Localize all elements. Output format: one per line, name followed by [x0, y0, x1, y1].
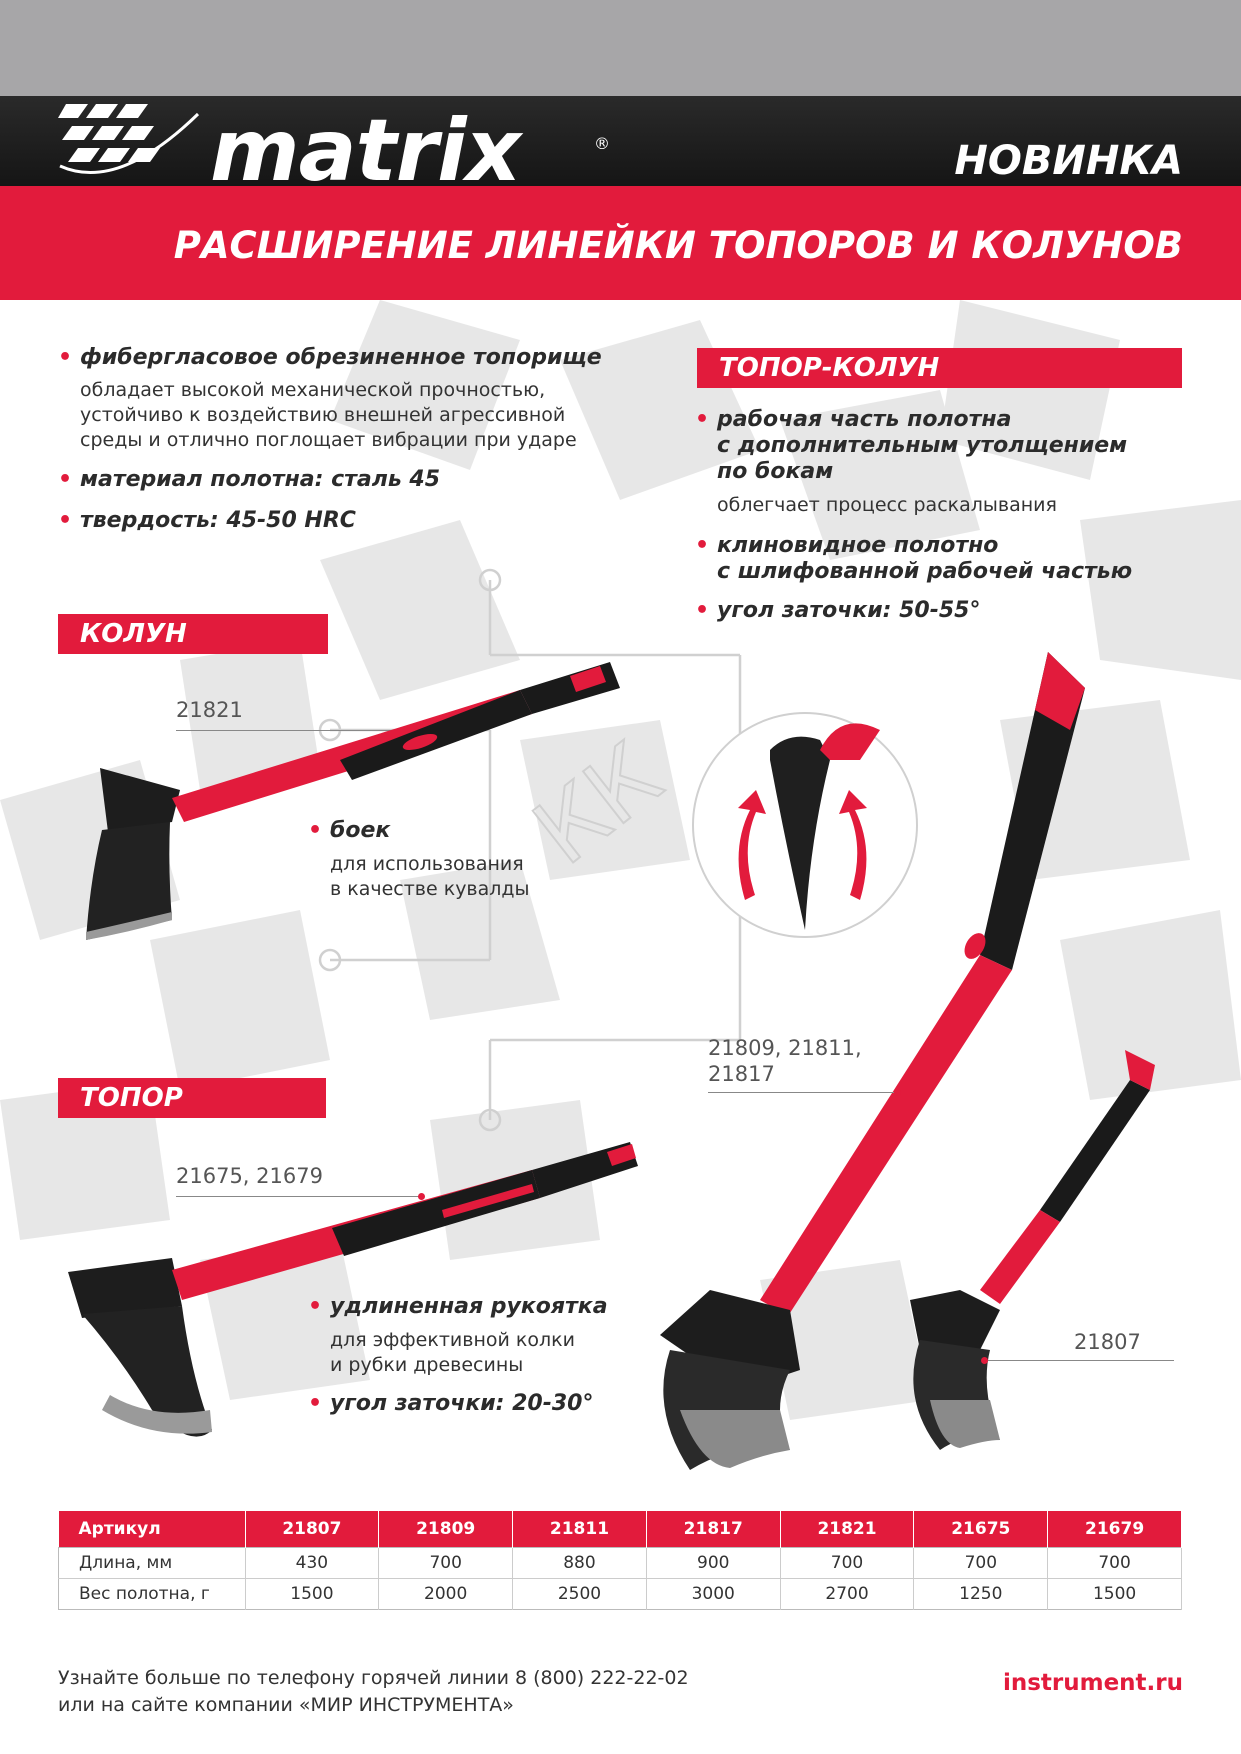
kolun-bullet-line-2: в качестве кувалды [330, 878, 530, 900]
page-headline: РАСШИРЕНИЕ ЛИНЕЙКИ ТОПОРОВ И КОЛУНОВ [173, 224, 1183, 267]
feature-fiberglass-line-1: обладает высокой механической прочностью, [80, 379, 546, 401]
spec-cell: 2700 [780, 1579, 914, 1610]
topor-bullet-handle-line-2: и рубки древесины [330, 1354, 524, 1376]
section-label-topor: ТОПОР [58, 1078, 326, 1118]
spec-cell: 1500 [1048, 1579, 1182, 1610]
code-21807: 21807 [1074, 1330, 1141, 1354]
spec-cell: 2000 [379, 1579, 513, 1610]
tk-bullet-1-sub: облегчает процесс раскалывания [717, 494, 1057, 516]
spec-header-label: Артикул [59, 1511, 246, 1548]
spec-header-cell: 21807 [245, 1511, 379, 1548]
code-21809-leader [708, 1092, 898, 1093]
tk-bullet-2-line-2: с шлифованной рабочей частью [717, 559, 1133, 584]
tk-bullet-3: • угол заточки: 50-55° [717, 598, 980, 624]
footer-line-1: Узнайте больше по телефону горячей линии 8 (800) 222-22-02 [58, 1667, 689, 1689]
topor-bullet-handle: • удлиненная рукоятка [330, 1294, 608, 1320]
brand-logo-text: matrix [210, 101, 521, 201]
code-21809-line-1: 21809, 21811, [708, 1036, 862, 1060]
spec-table-header-row [59, 1511, 1182, 1548]
spec-header-cell: 21809 [379, 1511, 513, 1548]
feature-steel: • материал полотна: сталь 45 [80, 467, 440, 493]
spec-cell: 700 [379, 1548, 513, 1579]
new-badge: НОВИНКА [954, 138, 1183, 184]
registered-mark: ® [594, 134, 610, 153]
feature-fiberglass-line-3: среды и отлично поглощает вибрации при ударе [80, 429, 577, 451]
spec-row-label: Вес полотна, г [59, 1579, 246, 1610]
kolun-21821-image [80, 650, 640, 950]
spec-table [58, 1511, 1182, 1610]
spec-row-label: Длина, мм [59, 1548, 246, 1579]
feature-fiberglass-title: • фибергласовое обрезиненное топорище [80, 345, 602, 371]
spec-header-cell: 21675 [914, 1511, 1048, 1548]
feature-fiberglass-line-2: устойчиво к воздействию внешней агрессивной [80, 404, 566, 426]
table-row [59, 1579, 1182, 1610]
spec-header-cell: 21679 [1048, 1511, 1182, 1548]
tk-bullet-1-line-1: • рабочая часть полотна [717, 407, 1011, 433]
tk-bullet-1-line-2: с дополнительным утолщением [717, 433, 1128, 458]
topor-bullet-handle-line-1: для эффективной колки [330, 1329, 575, 1351]
spec-cell: 2500 [513, 1579, 647, 1610]
code-21807-leader [984, 1360, 1174, 1361]
spec-cell: 1500 [245, 1579, 379, 1610]
spec-cell: 880 [513, 1548, 647, 1579]
spec-cell: 3000 [646, 1579, 780, 1610]
spec-cell: 900 [646, 1548, 780, 1579]
section-label-topor-kolun: ТОПОР-КОЛУН [697, 348, 1182, 388]
spec-header-cell: 21821 [780, 1511, 914, 1548]
kolun-bullet-line-1: для использования [330, 853, 524, 875]
site-link[interactable]: instrument.ru [1002, 1670, 1183, 1696]
code-21809-line-2: 21817 [708, 1062, 775, 1086]
topor-bullet-angle: • угол заточки: 20-30° [330, 1391, 593, 1417]
tk-bullet-1-line-3: по бокам [717, 459, 834, 484]
kolun-bullet-boek: • боек [330, 818, 390, 844]
spec-header-cell: 21811 [513, 1511, 647, 1548]
spec-cell: 700 [1048, 1548, 1182, 1579]
footer-contact [58, 1665, 689, 1719]
spec-header-cell: 21817 [646, 1511, 780, 1548]
watermark-text: КК [515, 723, 681, 886]
spec-cell: 700 [780, 1548, 914, 1579]
section-label-kolun: КОЛУН [58, 614, 328, 654]
spec-cell: 1250 [914, 1579, 1048, 1610]
code-21821: 21821 [176, 698, 243, 722]
spec-cell: 700 [914, 1548, 1048, 1579]
code-21807-dot [981, 1357, 988, 1364]
matrix-logo-mark [58, 96, 208, 186]
code-21809-dot [894, 1089, 901, 1096]
feature-hardness: • твердость: 45-50 HRC [80, 508, 356, 534]
code-21675: 21675, 21679 [176, 1164, 323, 1188]
footer-line-2: или на сайте компании «МИР ИНСТРУМЕНТА» [58, 1694, 514, 1716]
table-row [59, 1548, 1182, 1579]
tk-bullet-2-line-1: • клиновидное полотно [717, 533, 998, 559]
spec-cell: 430 [245, 1548, 379, 1579]
